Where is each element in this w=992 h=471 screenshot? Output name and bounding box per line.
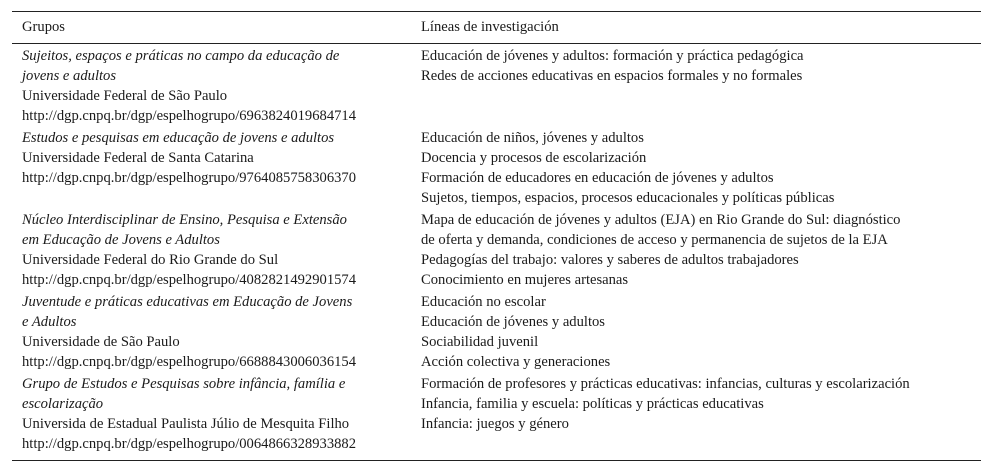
table-header-row — [12, 12, 981, 43]
research-line: Formación de profesores y prácticas educativas: infancias, culturas y escolarización — [421, 376, 910, 392]
group-url: http://dgp.cnpq.br/dgp/espelhogrupo/4082821492901574 — [22, 272, 357, 288]
research-line: de oferta y demanda, condiciones de acceso y permanencia de sujetos de la EJA — [421, 232, 888, 248]
group-cell — [12, 374, 417, 454]
research-groups-table — [12, 11, 981, 461]
group-cell — [12, 46, 417, 126]
group-name-line: Núcleo Interdisciplinar de Ensino, Pesquisa e Extensão — [22, 212, 347, 228]
group-name-line: Estudos e pesquisas em educação de jovens e adultos — [22, 130, 335, 146]
research-line: Acción colectiva y generaciones — [421, 354, 611, 370]
group-url: http://dgp.cnpq.br/dgp/espelhogrupo/9764085758306370 — [22, 170, 357, 186]
table-row — [12, 128, 981, 208]
research-lines-cell — [417, 292, 981, 372]
table-bottom-rule — [12, 460, 981, 461]
research-line: Redes de acciones educativas en espacios formales y no formales — [421, 68, 803, 84]
research-line: Infancia, familia y escuela: políticas y prácticas educativas — [421, 396, 764, 412]
research-line: Conocimiento en mujeres artesanas — [421, 272, 629, 288]
research-line: Sociabilidad juvenil — [421, 334, 539, 350]
header-groups: Grupos — [22, 19, 65, 35]
group-name-line: Juventude e práticas educativas em Educação de Jovens — [22, 294, 353, 310]
group-name-line: escolarização — [22, 396, 104, 412]
research-lines-cell — [417, 374, 981, 454]
table-row — [12, 292, 981, 372]
table-row — [12, 374, 981, 454]
table-row — [12, 46, 981, 126]
table-row — [12, 210, 981, 290]
research-lines-cell — [417, 46, 981, 126]
group-url: http://dgp.cnpq.br/dgp/espelhogrupo/6963824019684714 — [22, 108, 357, 124]
group-url: http://dgp.cnpq.br/dgp/espelhogrupo/6688843006036154 — [22, 354, 357, 370]
research-line: Educación de jóvenes y adultos — [421, 314, 605, 330]
research-lines-cell — [417, 210, 981, 290]
research-line: Infancia: juegos y género — [421, 416, 569, 432]
group-name-line: em Educação de Jovens e Adultos — [22, 232, 220, 248]
table-body — [12, 44, 981, 460]
group-name-line: Sujeitos, espaços e práticas no campo da educação de — [22, 48, 340, 64]
group-name-line: e Adultos — [22, 314, 77, 330]
research-line: Mapa de educación de jóvenes y adultos (EJA) en Rio Grande do Sul: diagnóstico — [421, 212, 901, 228]
research-line: Sujetos, tiempos, espacios, procesos educacionales y políticas públicas — [421, 190, 835, 206]
header-research-lines: Líneas de investigación — [421, 19, 559, 35]
group-cell — [12, 128, 417, 208]
group-university: Universidade Federal de São Paulo — [22, 88, 228, 104]
research-line: Educación no escolar — [421, 294, 546, 310]
research-line: Educación de jóvenes y adultos: formación y práctica pedagógica — [421, 48, 804, 64]
group-name-line: Grupo de Estudos e Pesquisas sobre infância, família e — [22, 376, 346, 392]
group-name-line: jovens e adultos — [22, 68, 117, 84]
group-cell — [12, 210, 417, 290]
research-line: Formación de educadores en educación de jóvenes y adultos — [421, 170, 774, 186]
group-university: Universidade de São Paulo — [22, 334, 180, 350]
group-university: Universidade Federal do Rio Grande do Sul — [22, 252, 279, 268]
research-line: Docencia y procesos de escolarización — [421, 150, 647, 166]
group-university: Universida de Estadual Paulista Júlio de Mesquita Filho — [22, 416, 350, 432]
research-line: Pedagogías del trabajo: valores y saberes de adultos trabajadores — [421, 252, 799, 268]
group-cell — [12, 292, 417, 372]
group-url: http://dgp.cnpq.br/dgp/espelhogrupo/0064866328933882 — [22, 436, 357, 452]
research-line: Educación de niños, jóvenes y adultos — [421, 130, 644, 146]
research-lines-cell — [417, 128, 981, 208]
group-university: Universidade Federal de Santa Catarina — [22, 150, 254, 166]
